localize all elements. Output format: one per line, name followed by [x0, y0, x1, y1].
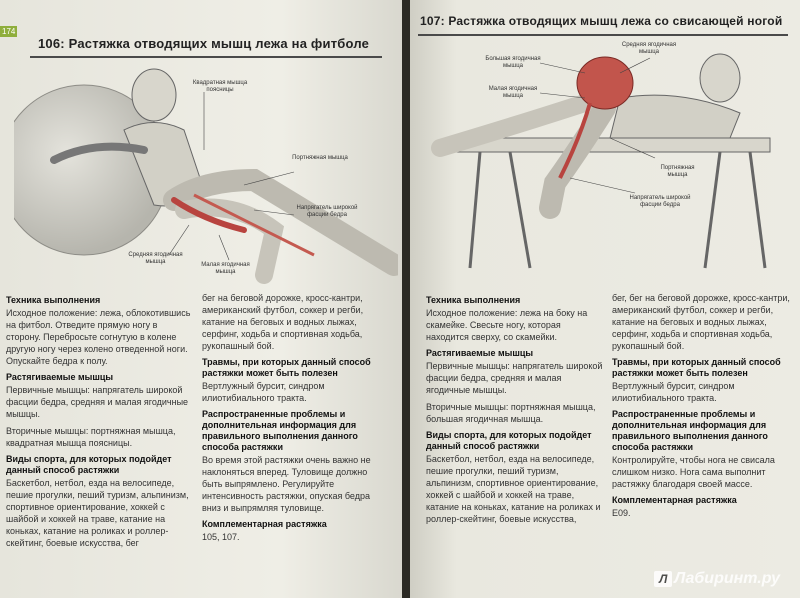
text-info: Во время этой растяжки очень важно не наклоняться вперед. Туловище должно быть выпрямлено. Регулируйте интенсивность растяжки, опуская бедра вниз и выпрямляя туловище.	[202, 455, 371, 513]
page-number: 174	[2, 27, 16, 36]
bench-leg	[705, 152, 720, 268]
text-info: Контролируйте, чтобы нога не свисала слишком низко. Нога сама выполнит растяжку благодаря своей массе.	[612, 455, 775, 489]
text-complement: 105, 107.	[202, 532, 240, 542]
head-shape	[132, 69, 176, 121]
left-text-column-2	[202, 292, 382, 548]
label-gluteus-minimus: Малая ягодичная мышца	[488, 86, 538, 99]
right-text-column-2	[612, 292, 790, 524]
right-page	[410, 0, 800, 598]
heading-info: Распространенные проблемы и дополнительная информация для правильного выполнения данного способа растяжки	[612, 409, 768, 452]
left-page-title: 106: Растяжка отводящих мышц лежа на фитболе	[38, 36, 370, 51]
heading-muscles: Растягиваемые мышцы	[6, 372, 114, 382]
head-shape	[700, 54, 740, 102]
text-sports-continued: бег на беговой дорожке, кросс-кантри, американский футбол, соккер и регби, катание на беговых и водных лыжах, серфинг, ходьба и спортивная ходьба, рукопашный бой.	[202, 293, 364, 351]
text-injuries: Вертлужный бурсит, синдром илиотибиального тракта.	[202, 381, 325, 403]
left-stretch-illustration	[14, 60, 398, 290]
heading-sports: Виды спорта, для которых подойдет данный способ растяжки	[6, 454, 172, 475]
heading-info: Распространенные проблемы и дополнительная информация для правильного выполнения данного способа растяжки	[202, 409, 358, 452]
heading-complement: Комплементарная растяжка	[612, 495, 737, 505]
extended-leg-shape	[174, 180, 394, 265]
labirint-logo-icon: Л	[654, 571, 672, 587]
heading-complement: Комплементарная растяжка	[202, 519, 327, 529]
label-quadratus: Квадратная мышца поясницы	[192, 80, 248, 93]
text-secondary-muscles: Вторичные мышцы: портняжная мышца, большая ягодичная мышца.	[426, 402, 596, 424]
bench-leg	[750, 152, 765, 268]
text-sports: Баскетбол, нетбол, езда на велосипеде, пешие прогулки, пеший туризм, альпинизм, спортивное ориентирование, хоккей с шайбой и хоккей на траве, катание на коньках, катание на роликах и роллер-скейтинг, боевые искусства, бег	[6, 478, 189, 548]
text-injuries: Вертлужный бурсит, синдром илиотибиального тракта.	[612, 381, 735, 403]
label-tfl: Напрягатель широкой фасции бедра	[629, 195, 691, 208]
text-technique: Исходное положение: лежа на боку на скамейке. Свесьте ногу, которая находится сверху, со скамейки.	[426, 308, 588, 342]
left-text-column-1	[6, 292, 194, 554]
left-title-rule	[30, 56, 382, 58]
bench-leg	[510, 152, 530, 268]
watermark-text: Лабиринт.ру	[674, 570, 780, 587]
text-sports-continued: бег, бег на беговой дорожке, кросс-кантри, американский футбол, соккер и регби, катание на беговых и водных лыжах, серфинг, ходьба и спортивная ходьба, рукопашный бой.	[612, 293, 790, 351]
text-sports: Баскетбол, нетбол, езда на велосипеде, пешие прогулки, пеший туризм, альпинизм, спортивное ориентирование, хоккей с шайбой и хоккей на траве, катание на коньках, катание на роликах и роллер-скейтинг, боевые искусства,	[426, 454, 601, 524]
label-gluteus-minimus: Малая ягодичная мышца	[201, 262, 250, 275]
right-title-rule	[418, 34, 788, 36]
right-stretch-illustration	[420, 38, 795, 278]
heading-technique: Техника выполнения	[426, 295, 521, 305]
text-primary-muscles: Первичные мышцы: напрягатель широкой фасции бедра, средняя и малая ягодичные мышцы.	[426, 361, 603, 395]
label-gluteus-medius: Средняя ягодичная мышца	[128, 252, 183, 265]
heading-injuries: Травмы, при которых данный способ растяжки может быть полезен	[612, 357, 781, 378]
bench-leg	[470, 152, 480, 268]
right-page-title: 107: Растяжка отводящих мышц лежа со свисающей ногой	[420, 14, 783, 28]
label-gluteus-maximus: Большая ягодичная мышца	[485, 56, 541, 69]
labirint-watermark	[654, 570, 780, 588]
hanging-leg-shape	[550, 108, 605, 208]
right-text-column-1	[426, 292, 604, 530]
text-complement: Е09.	[612, 508, 631, 518]
heading-injuries: Травмы, при которых данный способ растяжки может быть полезен	[202, 357, 371, 378]
label-sartorius: Портняжная мышца	[660, 165, 695, 178]
heading-sports: Виды спорта, для которых подойдет данный способ растяжки	[426, 430, 592, 451]
heading-technique: Техника выполнения	[6, 295, 101, 305]
label-gluteus-medius: Средняя ягодичная мышца	[621, 42, 677, 55]
heading-muscles: Растягиваемые мышцы	[426, 348, 534, 358]
gluteus-highlight	[577, 57, 633, 109]
label-sartorius: Портняжная мышца	[292, 155, 348, 161]
text-secondary-muscles: Вторичные мышцы: портняжная мышца, квадратная мышца поясницы.	[6, 426, 176, 448]
label-tfl: Напрягатель широкой фасции бедра	[296, 205, 358, 218]
text-technique: Исходное положение: лежа, облокотившись на фитбол. Отведите прямую ногу в сторону. Перебросьте согнутую в колене другую ногу через колено отведенной ноги. Опускайте бедра к полу.	[6, 308, 191, 366]
bench-top	[450, 138, 770, 152]
text-primary-muscles: Первичные мышцы: напрягатель широкой фасции бедра, средняя и малая ягодичные мышцы.	[6, 385, 189, 419]
